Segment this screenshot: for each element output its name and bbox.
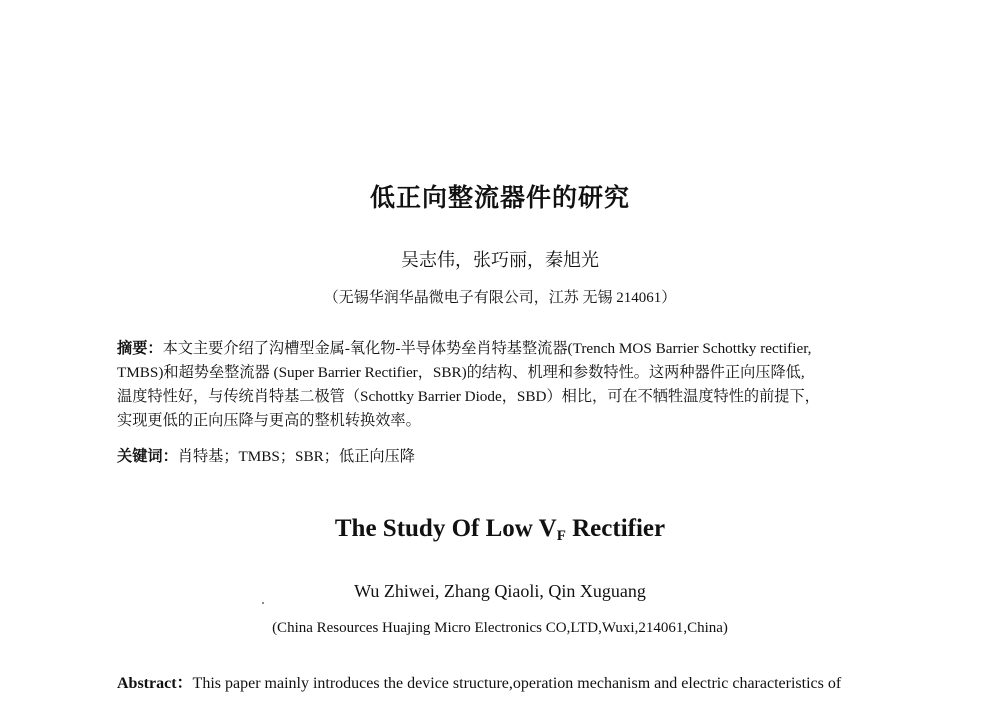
english-abstract — [117, 672, 889, 696]
english-title-main: The Study Of Low V — [334, 515, 557, 542]
chinese-abstract — [117, 337, 889, 433]
chinese-abstract-line — [117, 337, 889, 361]
chinese-title: 低正向整流器件的研究 — [369, 185, 630, 212]
english-authors: Wu Zhiwei, Zhang Qiaoli, Qin Xuguang — [354, 581, 646, 601]
chinese-affiliation: （无锡华润华晶微电子有限公司，江苏 无锡 214061） — [323, 290, 677, 306]
chinese-keywords-text: 肖特基；TMBS；SBR；低正向压降 — [177, 448, 415, 465]
chinese-keywords — [117, 445, 889, 466]
english-title-end: Rectifier — [565, 515, 666, 542]
scan-speck — [262, 602, 264, 604]
english-title-subscript: F — [556, 528, 566, 544]
chinese-keywords-label: 关键词： — [117, 448, 178, 465]
chinese-authors: 吴志伟，张巧丽，秦旭光 — [401, 250, 599, 270]
english-abstract-text: This paper mainly introduces the device structure,operation mechanism and electric characteristics of — [192, 675, 842, 692]
chinese-abstract-text: 本文主要介绍了沟槽型金属-氧化物-半导体势垒肖特基整流器(Trench MOS Barrier Schottky rectifier, — [162, 340, 812, 357]
english-title — [0, 515, 1000, 545]
chinese-abstract-label: 摘要： — [117, 340, 163, 357]
english-abstract-label: Abstract： — [117, 675, 193, 692]
english-affiliation: (China Resources Huajing Micro Electronics CO,LTD,Wuxi,214061,China) — [272, 620, 728, 636]
chinese-abstract-line: 温度特性好，与传统肖特基二极管（Schottky Barrier Diode，SBD）相比，可在不牺牲温度特性的前提下， — [117, 388, 820, 405]
chinese-abstract-line: TMBS)和超势垒整流器 (Super Barrier Rectifier，SBR)的结构、机理和参数特性。这两种器件正向压降低, — [117, 364, 805, 381]
chinese-abstract-line: 实现更低的正向压降与更高的整机转换效率。 — [117, 412, 421, 429]
